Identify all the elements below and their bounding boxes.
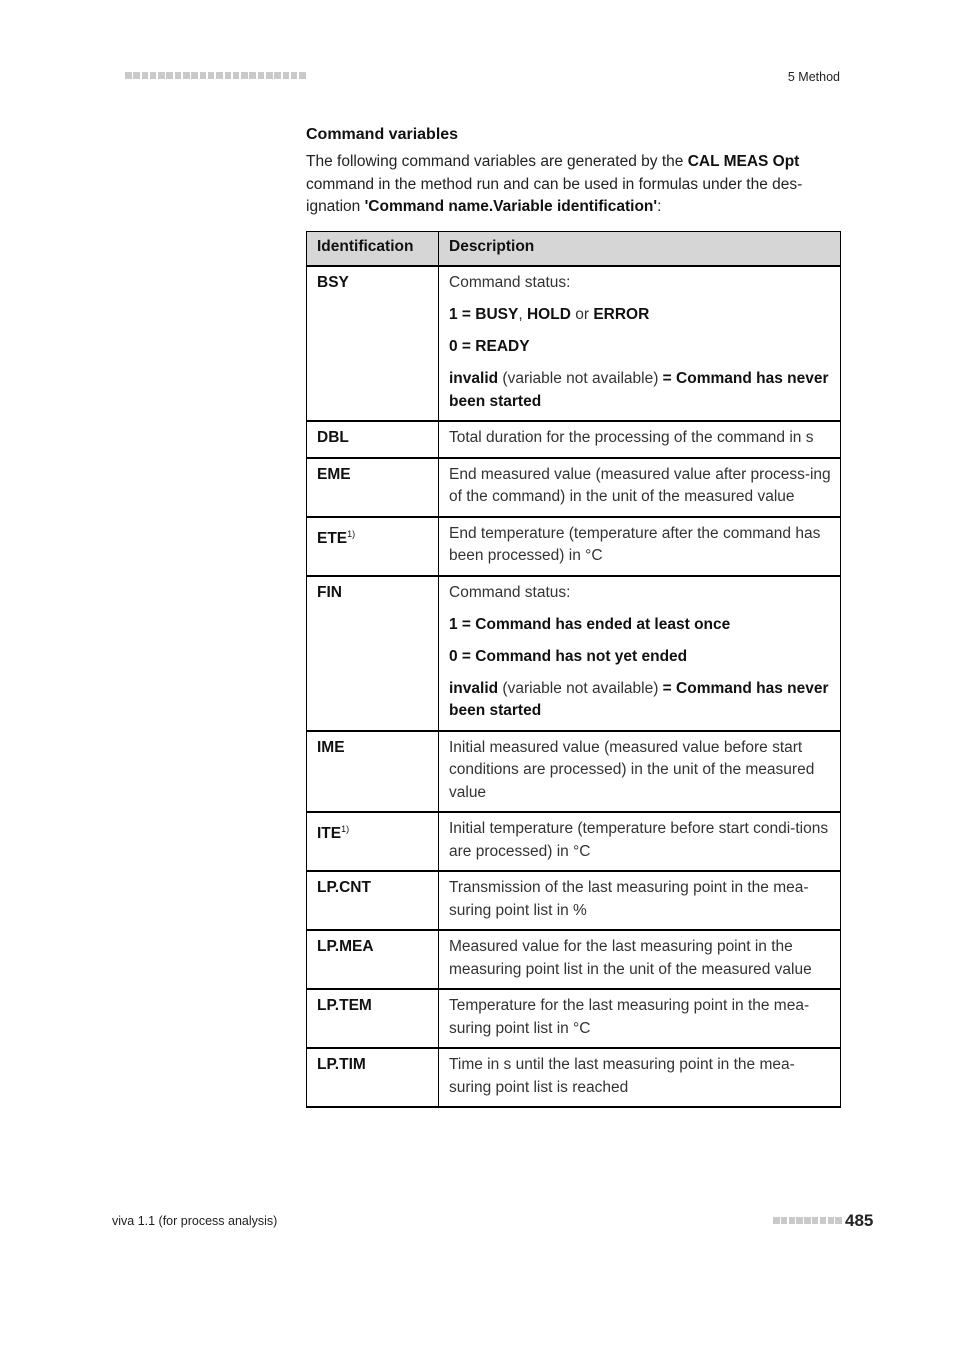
page-number: 485 — [845, 1211, 874, 1230]
table-row — [307, 458, 841, 517]
table-row — [307, 576, 841, 731]
variable-identification — [307, 930, 439, 989]
description-text: (variable not available) — [498, 679, 663, 697]
description-text: or — [570, 306, 594, 323]
description-paragraph — [449, 523, 831, 568]
description-bold-text: = Command has never been started — [449, 679, 829, 719]
table-row — [307, 812, 841, 871]
description-text: (variable not available) — [498, 370, 663, 387]
variable-identification — [307, 1048, 439, 1107]
description-paragraph — [449, 304, 831, 327]
variable-identification — [307, 266, 439, 421]
variable-description — [439, 576, 841, 731]
table-row — [307, 421, 841, 458]
variable-identification — [307, 576, 439, 731]
footnote-marker: 1) — [341, 824, 350, 834]
description-text: , — [518, 306, 527, 323]
description-text: Initial measured value (measured value before start conditions are processed) in the unit of the measured value — [449, 738, 815, 801]
description-paragraph — [449, 336, 831, 359]
variable-identification — [307, 458, 439, 517]
intro-designation: 'Command name.Variable identification' — [364, 198, 658, 215]
variable-identification — [307, 989, 439, 1048]
column-header-identification: Identification — [307, 231, 439, 266]
table-row — [307, 266, 841, 421]
description-text: Temperature for the last measuring point in the mea-suring point list in °C — [449, 997, 810, 1037]
table-body — [307, 266, 841, 1107]
description-paragraph — [449, 368, 831, 413]
table-row — [307, 871, 841, 930]
variable-description — [439, 458, 841, 517]
description-text: End measured value (measured value after process-ing of the command) in the unit of the measured value — [449, 465, 831, 505]
description-text: Initial temperature (temperature before start condi-tions are processed) in °C — [449, 820, 829, 860]
description-bold-text: 1 = Command has ended at least once — [449, 615, 731, 633]
column-header-description: Description — [439, 231, 841, 266]
section-title: Command variables — [306, 126, 459, 143]
description-bold-text: 0 = READY — [449, 338, 530, 355]
intro-command-name: CAL MEAS Opt — [687, 153, 800, 170]
variable-description — [439, 266, 841, 421]
variable-id: IME — [317, 738, 345, 756]
description-bold-text: ERROR — [593, 306, 650, 323]
main-content — [306, 126, 841, 1108]
variable-description — [439, 517, 841, 576]
variable-description — [439, 989, 841, 1048]
variable-id: LP.CNT — [317, 879, 371, 896]
description-text: Command status: — [449, 274, 571, 291]
variable-id: LP.TEM — [317, 997, 372, 1014]
intro-text-1: The following command variables are generated by the — [306, 153, 688, 170]
variable-id: LP.TIM — [317, 1056, 366, 1073]
description-text: End temperature (temperature after the command has been processed) in °C — [449, 524, 821, 564]
description-bold-text: 0 = Command has not yet ended — [449, 647, 688, 665]
description-paragraph — [449, 678, 831, 723]
table-row — [307, 930, 841, 989]
table-header-row — [307, 231, 841, 266]
variable-description — [439, 930, 841, 989]
description-paragraph — [449, 936, 831, 981]
table-row — [307, 989, 841, 1048]
description-paragraph — [449, 995, 831, 1040]
footer-decoration — [773, 1217, 843, 1224]
intro-text-2: command in the method run and can be used in formulas under the des-ignation — [306, 175, 803, 215]
description-text: Total duration for the processing of the command in s — [449, 429, 814, 446]
table-row — [307, 1048, 841, 1107]
command-variables-table — [306, 231, 841, 1109]
description-bold-text: 1 = BUSY — [449, 306, 519, 323]
description-paragraph — [449, 582, 831, 605]
variable-id: BSY — [317, 274, 349, 291]
description-paragraph — [449, 646, 831, 669]
description-bold-text: = Command has never been started — [449, 370, 829, 410]
description-paragraph — [449, 614, 831, 637]
description-text: Transmission of the last measuring point in the mea-suring point list in % — [449, 879, 809, 919]
header-decoration — [125, 72, 307, 80]
description-text: Measured value for the last measuring point in the measuring point list in the unit of the measured value — [449, 938, 812, 978]
variable-description — [439, 812, 841, 871]
variable-id: ETE — [317, 529, 348, 547]
description-paragraph — [449, 818, 831, 863]
description-bold-text: invalid — [449, 370, 499, 387]
intro-paragraph — [306, 151, 841, 219]
description-paragraph — [449, 272, 831, 295]
variable-id: ITE — [317, 825, 342, 842]
description-text: Time in s until the last measuring point in the mea-suring point list is reached — [449, 1056, 795, 1096]
description-text: Command status: — [449, 583, 571, 601]
variable-description — [439, 421, 841, 458]
variable-description — [439, 871, 841, 930]
variable-id: LP.MEA — [317, 938, 374, 955]
variable-description — [439, 731, 841, 813]
variable-id: FIN — [317, 583, 342, 601]
description-bold-text: HOLD — [526, 306, 571, 323]
variable-identification — [307, 421, 439, 458]
variable-identification — [307, 731, 439, 813]
header-section-label: 5 Method — [787, 70, 840, 84]
table-row — [307, 731, 841, 813]
description-paragraph — [449, 427, 831, 450]
variable-id: DBL — [317, 429, 349, 446]
description-paragraph — [449, 464, 831, 509]
footnote-marker: 1) — [347, 528, 356, 539]
variable-id: EME — [317, 465, 351, 483]
variable-identification — [307, 871, 439, 930]
description-paragraph — [449, 737, 831, 805]
intro-text-3: : — [657, 198, 662, 215]
variable-identification — [307, 517, 439, 576]
description-paragraph — [449, 1054, 831, 1099]
variable-identification — [307, 812, 439, 871]
table-row — [307, 517, 841, 576]
description-bold-text: invalid — [449, 679, 499, 697]
variable-description — [439, 1048, 841, 1107]
description-paragraph — [449, 877, 831, 922]
footer-product: viva 1.1 (for process analysis) — [112, 1214, 278, 1228]
